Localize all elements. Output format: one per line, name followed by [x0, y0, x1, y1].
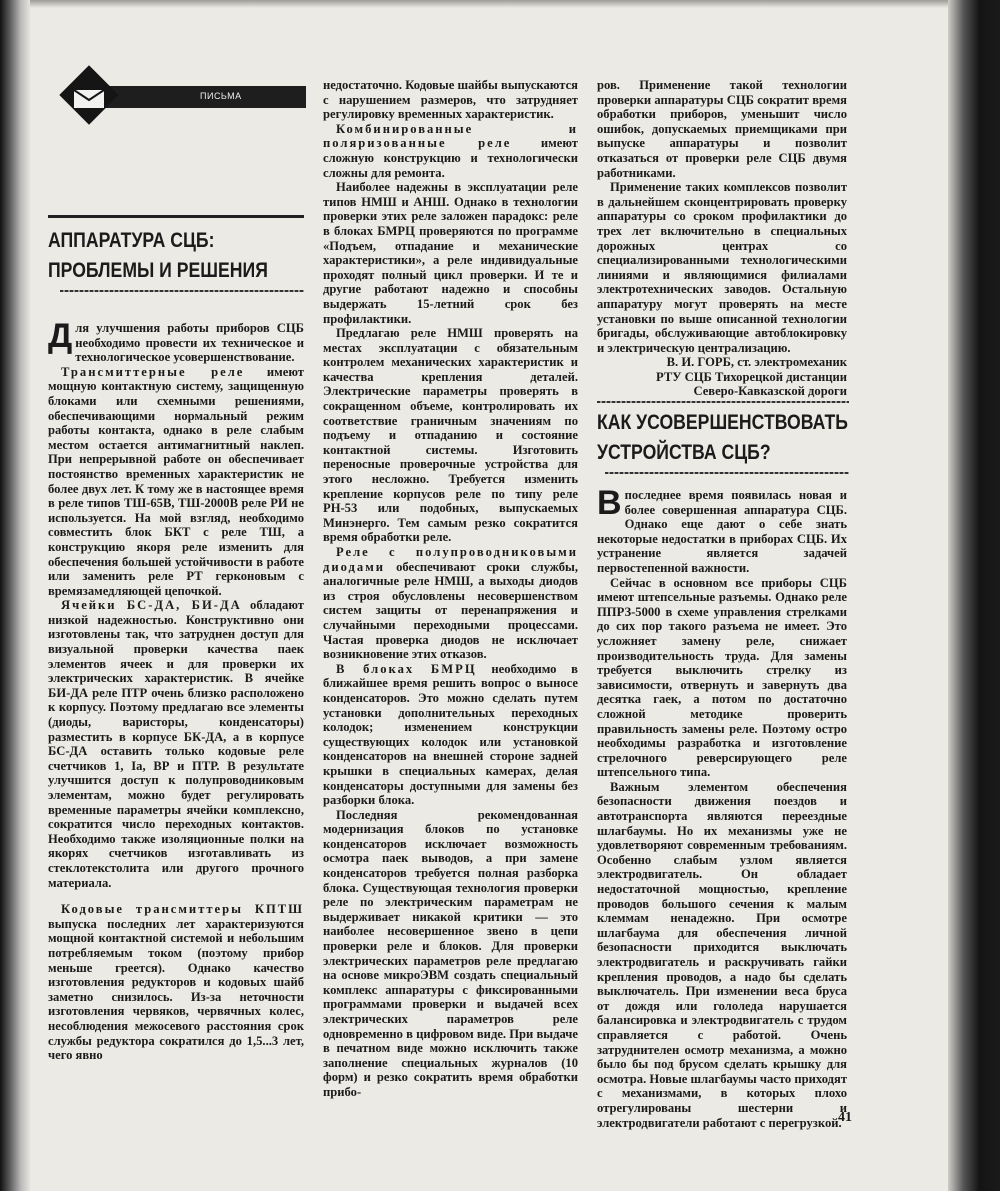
article1-paragraph [48, 317, 304, 365]
article1-title-line2: ПРОБЛЕМЫ И РЕШЕНИЯ [48, 259, 268, 282]
top-edge-shadow [30, 0, 948, 8]
author-signature [597, 355, 847, 399]
article1-title [48, 226, 304, 286]
author-railway: Северо-Кавказской дороги [693, 384, 847, 399]
title2-rule-bottom [605, 472, 849, 474]
article2-title-line2: УСТРОЙСТВА СЦБ? [597, 441, 771, 464]
column-3-top [597, 78, 847, 399]
paragraph-text: обладают низкой надежностью. Конструктивно они изготовлены так, что затруднен доступ для визуальной проверки качества паек элементов ячеек и для проверки их электрических характеристик. В ячейке БИ-ДА реле ПТР очень близко расположено к корпусу. Поэтому предлагаю все элементы (диоды, варисторы, конденсаторы) разместить в корпусе БК-ДА, а в корпусе БС-ДА оставить только кодовые реле счетчиков 1, Iа, ВР и ПТР. В результате улучшится доступ к полупроводниковым элементам, можно будет регулировать временные параметры ячейки комплексно, сократится число переходных контактов. Необходимо также изоляционные полки на якорях счетчиков изготавливать из стеклотекстолита или другого прочного материала. [48, 598, 304, 890]
section-label: ПИСЬМА [200, 91, 242, 101]
paragraph-text: выпуска последних лет характеризуются мощной контактной системой и небольшим потребляемым током (поэтому прибор меньше греется). Однако качество изготовления редукторов и кодовых шайб заметно снизилось. Из-за неточности изготовления червяков, червячных колес, несоблюдения межосевого расстояния срок службы редуктора сократился до 1,5...3 лет, чего явно [48, 916, 304, 1063]
column-3-bottom [597, 484, 847, 1130]
paragraph-lead: Ячейки БС-ДА, БИ-ДА [61, 598, 242, 613]
section-banner [48, 78, 306, 116]
article2-paragraph: Важным элементом обеспечения безопасности движения поездов и автотранспорта являются переездные шлагбаумы. Но их механизмы уже не удовлетворяют современным требованиям. Особенно слабым узлом является электродвигатель. Он обладает недостаточной мощностью, крепление проводов большого сечения к малым клеммам ненадежно. При осмотре шлагбаума для обеспечения личной безопасности приходится выключать электродвигатель и раскручивать гайки крепления проводов, а надо бы сделать выключатель. При изменении веса бруса от дождя или гололеда нарушается балансировка и электродвигатель с трудом справляется с работой. Очень затруднителен осмотр механизма, а можно было бы под брусом сделать крышку для осмотра. Новые шлагбаумы часто приходят с механизмами, в которых плохо отрегулированы шестерни и электродвигатели работают с перегрузкой. [597, 779, 847, 1130]
title-rule-bottom [60, 290, 304, 292]
paragraph-lead: Реле с полупроводниковыми диодами [323, 545, 578, 574]
paragraph-lead: Трансмиттерные реле [61, 364, 245, 379]
article1-paragraph: Наиболее надежны в эксплуатации реле типов НМШ и АНШ. Однако в технологии проверки этих реле заложен парадокс: реле в блоках БМРЦ проверяются по программе «Подъем, отпадание и механические характеристики», а реле индивидуальные проходят полный цикл проверки. И те и другие работают надежно и способны выдержать 15-летний срок без профилактики. [323, 180, 578, 326]
article1-paragraph: ров. Применение такой технологии проверки аппаратуры СЦБ сократит время обработки приборов, уменьшит число ошибок, допускаемых приемщиками при выпуске аппаратуры и позволит отказаться от проверки реле СЦБ двумя работниками. [597, 78, 847, 180]
author-name: В. И. ГОРБ, [666, 355, 735, 370]
article2-paragraph: Сейчас в основном все приборы СЦБ имеют штепсельные разъемы. Однако реле ППРЗ-5000 в схеме управления стрелками до сих пор такого разъема не имеет. Это усложняет замену реле, снижает производительность труда. Для замены требуется выключить стрелку из зависимости, отвернуть и завернуть два десятка гаек, а потом по достаточно сложной методике проверить правильность замены реле. Поэтому остро необходимы разработка и изготовление стрелочного реверсирующего реле штепсельного типа. [597, 575, 847, 780]
title-rule-top [48, 215, 304, 218]
paragraph-text: имеют сложную конструкцию и технологически сложны для ремонта. [323, 136, 578, 180]
article1-title-line1: АППАРАТУРА СЦБ: [48, 229, 215, 252]
left-binding-shadow [0, 0, 30, 1191]
paragraph-text: ля улучшения работы приборов СЦБ необходимо провести их техническое и технологическое усовершенствование. [75, 321, 304, 365]
author-position: ст. электромеханик [734, 355, 847, 370]
dropcap: Д [48, 317, 73, 355]
paragraph-lead: Кодовые трансмиттеры КПТШ [61, 902, 304, 917]
paragraph-lead: Комбинированные и поляризованные реле [323, 121, 578, 151]
article2-title [597, 408, 853, 468]
article1-paragraph [48, 902, 304, 1063]
dropcap: В [597, 484, 622, 522]
banner-bar [88, 86, 306, 108]
page-number: 41 [838, 1110, 852, 1125]
article1-paragraph [323, 662, 578, 808]
column-2 [323, 78, 578, 1100]
article1-paragraph [323, 122, 578, 180]
right-binding-shadow [948, 0, 1000, 1191]
article1-paragraph [48, 365, 304, 599]
article1-paragraph: недостаточно. Кодовые шайбы выпускаются с нарушением размеров, что затрудняет регулировку временных характеристик. [323, 78, 578, 122]
article2-title-line1: КАК УСОВЕРШЕНСТВОВАТЬ [597, 411, 848, 434]
envelope-icon [74, 90, 104, 108]
article2-paragraph [597, 484, 847, 576]
title2-rule-top [597, 401, 849, 403]
article1-paragraph: Последняя рекомендованная модернизация блоков по установке конденсаторов исключает возможность осмотра паек выводов, а при замене конденсаторов требуется полная разборка блока. Существующая технология проверки реле по электрическим параметрам не выдерживает никакой критики — это наиболее несовершенное звено в цепи проверки реле и блоков. Для проверки электрических параметров реле предлагаю на основе микроЭВМ создать специальный комплекс аппаратуры с фиксированными программами проверки и выдачей всех электрических параметров реле одновременно в цифровом виде. При выдаче в печатном виде можно исключить также заполнение специальных журналов (10 форм) и резко сократить время обработки прибо- [323, 807, 578, 1099]
author-organization: РТУ СЦБ Тихорецкой дистанции [656, 369, 847, 384]
paragraph-text: последнее время появилась новая и более совершенная аппаратура СЦБ. Однако еще дают о себе знать некоторые недостатки в приборах СЦБ. Их устранение является задачей первостепенной важности. [597, 488, 847, 575]
article1-paragraph [48, 598, 304, 890]
article1-paragraph [323, 545, 578, 662]
column-1 [48, 317, 304, 1063]
paragraph-text: необходимо в ближайшее время решить вопрос о выносе конденсаторов. Это можно сделать путем установки дополнительных переходных колодок; изменением конструкции существующих колодок или установкой конденсаторов на внешней стороне задней крышки в специальных камерах, делая конденсаторы доступными для замены без разборки блока. [323, 661, 578, 808]
article1-paragraph: Применение таких комплексов позволит в дальнейшем сконцентрировать проверку аппаратуры со сроком профилактики до трех лет включительно в специальных дорожных центрах со специализированными технологическими линиями и являющимися филиалами электротехнических заводов. Остальную аппаратуру могут проверять на месте установки по выше описанной технологии бригады, обслуживающие автоблокировку и электрическую централизацию. [597, 180, 847, 355]
paragraph-text: имеют мощную контактную систему, защищенную блоками или схемными решениями, обеспечивающими нормальный режим работы контакта, однако в реле слабым местом остается антимагнитный наклеп. При непрерывной работе он обеспечивает постоянство временных характеристик не более двух лет. К тому же в настоящее время в реле типов ТШ-65В, ТШ-2000В реле РИ не используется. На мой взгляд, необходимо совместить блок БКТ с реле ТШ, а конструкцию якоря реле изменить для обеспечения большей устойчивости в работе или заменить реле РТ герконовым с времязамедляющей цепочкой. [48, 364, 304, 598]
paragraph-text: обеспечивают сроки службы, аналогичные реле НМШ, а выходы диодов из строя обусловлены несовершенством систем защиты от перенапряжения и случайными переходными процессами. Частая проверка диодов не исключает возникновение этих отказов. [323, 559, 578, 662]
paragraph-lead: В блоках БМРЦ [336, 661, 477, 676]
article1-paragraph: Предлагаю реле НМШ проверять на местах эксплуатации с обязательным контролем механических характеристик и качества крепления деталей. Электрические параметры проверять в сокращенном объеме, контролировать их соответствие граничным значениям по подъему и отпаданию и состояние контактной системы. Изготовить переносные проверочные устройства для этого несложно. Требуется изменить крепление корпусов реле по типу реле РН-53 или подобных, выпускаемых Минэнерго. Тем самым резко сократится время обработки реле. [323, 326, 578, 545]
